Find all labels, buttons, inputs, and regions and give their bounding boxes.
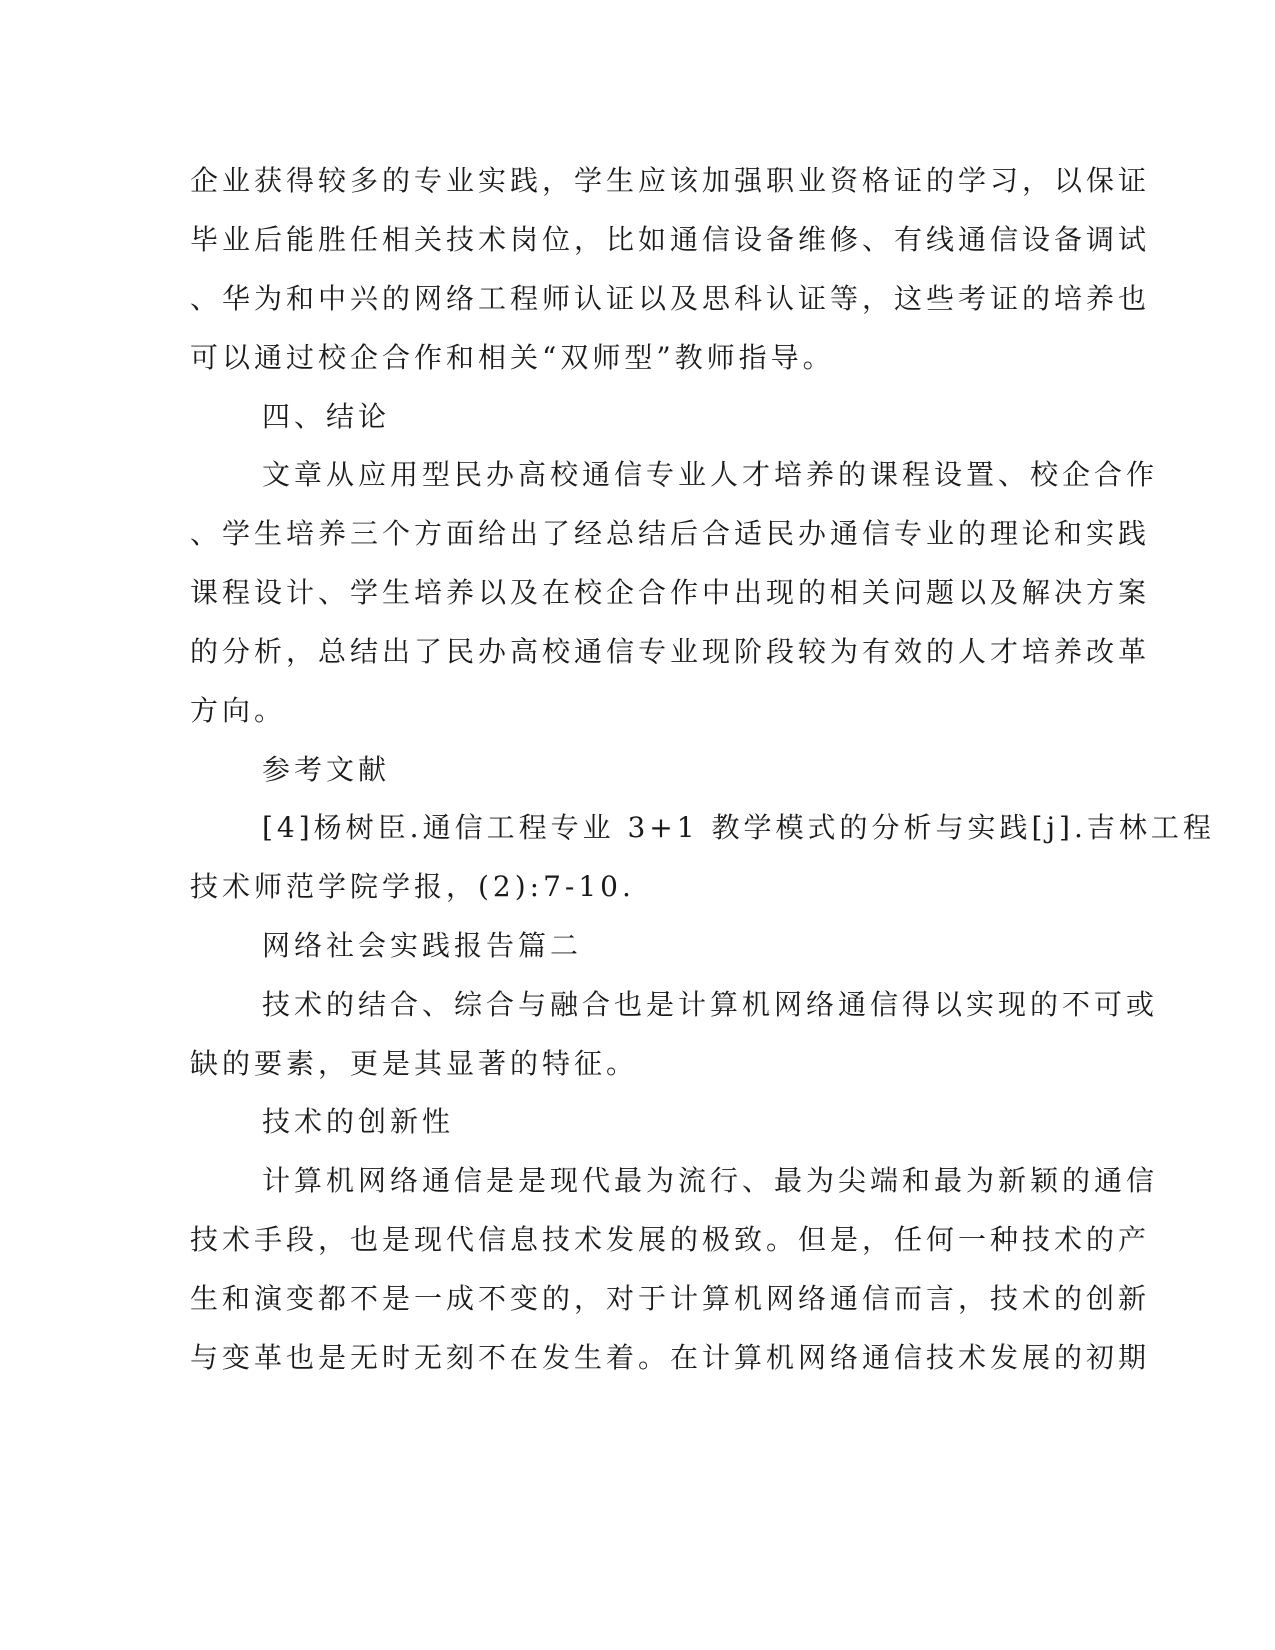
- section-heading: 四、结论: [262, 400, 391, 433]
- section-heading: 网络社会实践报告篇二: [262, 929, 583, 962]
- paragraph-line: 毕业后能胜任相关技术岗位，比如通信设备维修、有线通信设备调试: [190, 223, 1151, 256]
- paragraph-line: 、学生培养三个方面给出了经总结后合适民办通信专业的理论和实践: [190, 517, 1151, 550]
- reference-entry: 技术师范学院学报，(2):7-10.: [190, 870, 635, 903]
- paragraph-line: 的分析，总结出了民办高校通信专业现阶段较为有效的人才培养改革: [190, 635, 1151, 668]
- paragraph-line: 可以通过校企合作和相关“双师型”教师指导。: [190, 341, 835, 374]
- paragraph-line: 文章从应用型民办高校通信专业人才培养的课程设置、校企合作: [262, 458, 1159, 491]
- paragraph-line: 技术手段，也是现代信息技术发展的极致。但是，任何一种技术的产: [190, 1223, 1151, 1256]
- paragraph-line: 技术的结合、综合与融合也是计算机网络通信得以实现的不可或: [262, 988, 1159, 1021]
- paragraph-line: 生和演变都不是一成不变的，对于计算机网络通信而言，技术的创新: [190, 1282, 1151, 1315]
- paragraph-line: 课程设计、学生培养以及在校企合作中出现的相关问题以及解决方案: [190, 576, 1151, 609]
- references-heading: 参考文献: [262, 753, 391, 786]
- paragraph-line: 企业获得较多的专业实践，学生应该加强职业资格证的学习，以保证: [190, 164, 1151, 197]
- paragraph-line: 、华为和中兴的网络工程师认证以及思科认证等，这些考证的培养也: [190, 282, 1151, 315]
- paragraph-line: 与变革也是无时无刻不在发生着。在计算机网络通信技术发展的初期: [190, 1341, 1151, 1374]
- reference-entry: [4]杨树臣.通信工程专业 3+1 教学模式的分析与实践[j].吉林工程: [262, 811, 1215, 844]
- paragraph-line: 计算机网络通信是是现代最为流行、最为尖端和最为新颖的通信: [262, 1164, 1159, 1197]
- section-heading: 技术的创新性: [262, 1105, 455, 1138]
- paragraph-line: 方向。: [190, 694, 287, 727]
- paragraph-line: 缺的要素，更是其显著的特征。: [190, 1047, 639, 1080]
